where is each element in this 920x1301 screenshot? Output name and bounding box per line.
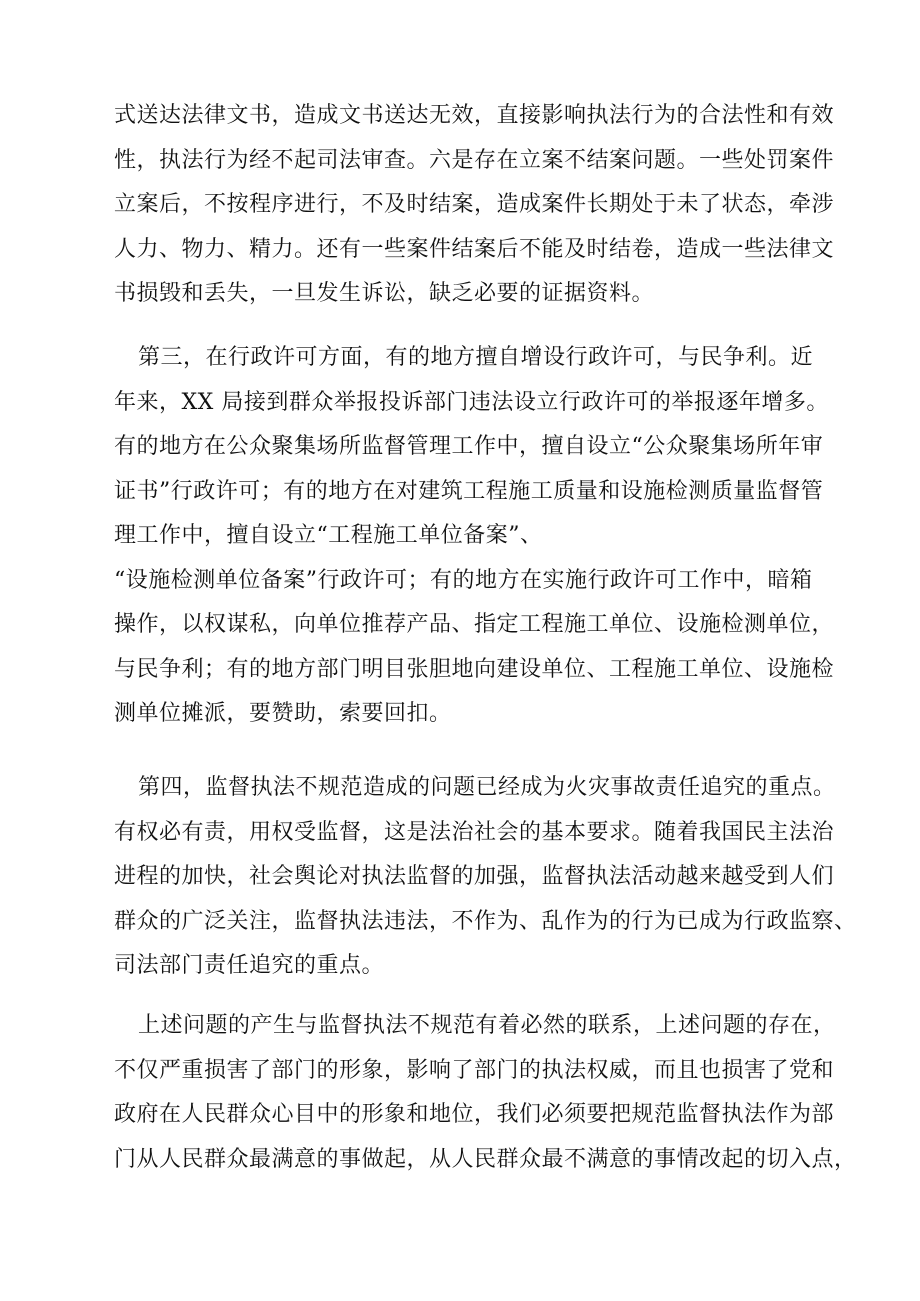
text-line: 操作，以权谋私，向单位推荐产品、指定工程施工单位、设施检测单位，: [114, 612, 835, 637]
text-line: 书损毁和丢失，一旦发生诉讼，缺乏必要的证据资料。: [114, 281, 655, 306]
text-line: 第四，监督执法不规范造成的问题已经成为火灾事故责任追究的重点。: [138, 775, 836, 800]
paragraph-administrative-licensing: [114, 336, 854, 737]
text-line: 测单位摊派，要赞助，索要回扣。: [114, 701, 452, 726]
paragraph-conclusion: [114, 1004, 857, 1182]
text-line: 式送达法律文书，造成文书送达无效，直接影响执法行为的合法性和有效: [114, 103, 835, 128]
paragraph-enforcement-accountability: [114, 766, 857, 989]
text-line: 不仅严重损害了部门的形象，影响了部门的执法权威，而且也损害了党和: [114, 1057, 835, 1083]
text-line: 证书”行政许可；有的地方在对建筑工程施工质量和设施检测质量监督管: [114, 478, 824, 504]
text-line: 上述问题的产生与监督执法不规范有着必然的联系，上述问题的存在，: [138, 1013, 836, 1038]
text-line: 有权必有责，用权受监督，这是法治社会的基本要求。随着我国民主法治: [114, 819, 835, 845]
text-line: 群众的广泛关注，监督执法违法，不作为、乱作为的行为已成为行政监察、: [114, 908, 857, 934]
text-line: 有的地方在公众聚集场所监督管理工作中，擅自设立“公众聚集场所年审: [114, 434, 824, 459]
text-line: 第三，在行政许可方面，有的地方擅自增设行政许可，与民争利。近: [138, 345, 814, 370]
text-line: 政府在人民群众心目中的形象和地位，我们必须要把规范监督执法作为部: [114, 1102, 835, 1127]
text-line: 年来，XX 局接到群众举报投诉部门违法设立行政许可的举报逐年增多。: [114, 389, 829, 415]
text-line: 性，执法行为经不起司法审查。六是存在立案不结案问题。一些处罚案件: [114, 147, 835, 173]
text-line: “设施检测单位备案”行政许可；有的地方在实施行政许可工作中，暗箱: [114, 567, 813, 593]
text-line: 立案后，不按程序进行，不及时结案，造成案件长期处于未了状态，牵涉: [114, 192, 835, 217]
text-line: 进程的加快，社会舆论对执法监督的加强，监督执法活动越来越受到人们: [114, 864, 835, 889]
text-line: 门从人民群众最满意的事做起，从人民群众最不满意的事情改起的切入点，: [114, 1146, 857, 1172]
text-line: 理工作中，擅自设立“工程施工单位备案”、: [114, 523, 543, 548]
text-line: 司法部门责任追究的重点。: [114, 953, 385, 978]
paragraph-continuation: [114, 94, 854, 317]
text-line: 与民争利；有的地方部门明目张胆地向建设单位、工程施工单位、设施检: [114, 656, 835, 682]
text-line: 人力、物力、精力。还有一些案件结案后不能及时结卷，造成一些法律文: [114, 236, 835, 262]
